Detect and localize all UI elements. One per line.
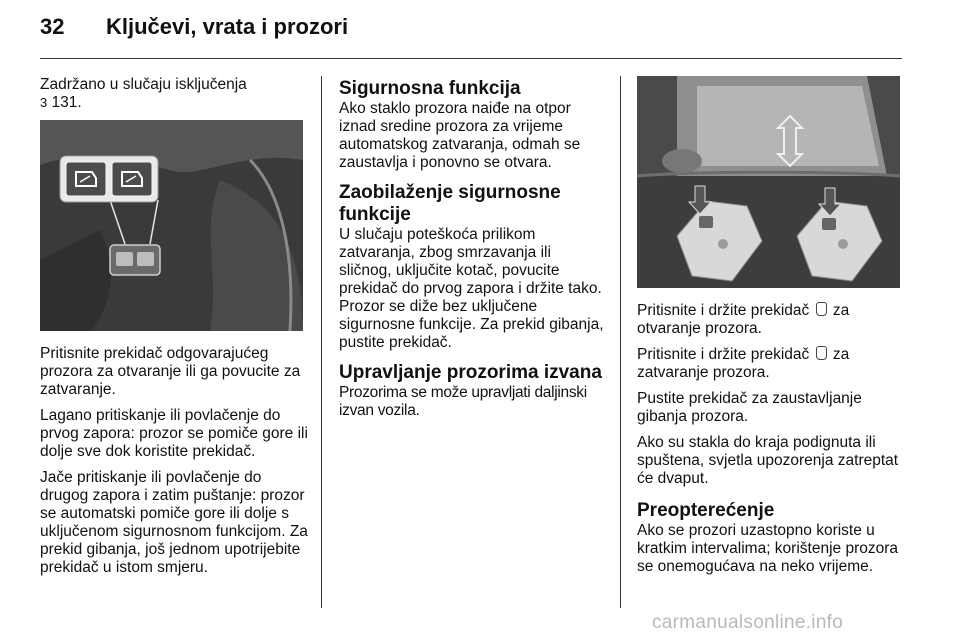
text-close-a: Pritisnite i držite prekidač: [637, 346, 814, 363]
paragraph-release-switch: Pustite prekidač za zaustavljanje gibanja prozora.: [637, 390, 862, 425]
remote-key-figure: [637, 76, 900, 288]
text-open-b: za otvaranje prozora.: [637, 302, 850, 337]
paragraph-warning-lights: Ako su stakla do kraja podignuta ili spuštena, svjetla upozorenja zatreptat će dvaput.: [637, 434, 899, 487]
page-number: 32: [40, 14, 65, 39]
paragraph-first-detent: Lagano pritiskanje ili povlačenje do prvog zapora: prozor se pomiče gore ili dolje sve dok koristite prekidač.: [40, 407, 308, 460]
lock-key-icon: [816, 346, 827, 360]
page-title: Ključevi, vrata i prozori: [106, 14, 349, 39]
paragraph-overload: Ako se prozori uzastopno koriste u kratkim intervalima; korištenje prozora se onemogućava na neko vrijeme.: [637, 522, 899, 575]
reference-arrow-icon: 3: [40, 95, 48, 110]
paragraph-safety-function: Ako staklo prozora naiđe na otpor iznad sredine prozora za vrijeme automatskog zatvaranja, odmah se zaustavlja i ponovno se otvara.: [339, 100, 581, 171]
text-open-a: Pritisnite i držite prekidač: [637, 302, 814, 319]
intro-ref: 131.: [47, 94, 82, 111]
watermark: carmanualsonline.info: [652, 612, 844, 633]
paragraph-press-switch: Pritisnite prekidač odgovarajućeg prozora za otvaranje ili ga povucite za zatvaranje.: [40, 345, 301, 398]
heading-override-safety: Zaobilaženje sigurnosne funkcije: [339, 182, 561, 225]
column-divider-2: [620, 76, 621, 608]
heading-safety-function: Sigurnosna funkcija: [339, 78, 521, 99]
intro-text: Zadržano u slučaju isključenja: [40, 76, 247, 93]
window-switch-figure: [40, 120, 303, 331]
paragraph-second-detent: Jače pritiskanje ili povlačenje do drugog zapora i zatim puštanje: prozor se automatski pomiče gore ili dolje s uključenom sigurnosnom funkcijom. Za prekid gibanja, još jednom upotrijebite prekidač u istom smjeru.: [40, 469, 308, 576]
text-close-b: za zatvaranje prozora.: [637, 346, 850, 381]
page-header: [40, 14, 348, 40]
paragraph-override-safety: U slučaju poteškoća prilikom zatvaranja, zbog smrzavanja ili sličnog, uključite kotač, povucite prekidač do prvog zapora i držite tako. Prozor se diže bez uključene sigurnosne funkcije. Za prekid gibanja, pustite prekidač.: [339, 226, 604, 351]
column-divider-1: [321, 76, 322, 608]
column-1: [40, 76, 308, 585]
column-2: [339, 78, 605, 430]
heading-overload: Preopterećenje: [637, 500, 775, 521]
header-rule: [40, 58, 902, 59]
unlock-key-icon: [816, 302, 827, 316]
heading-remote-operation: Upravljanje prozorima izvana: [339, 362, 602, 383]
paragraph-remote-operation: Prozorima se može upravljati daljinski izvan vozila.: [339, 384, 587, 419]
column-3: [637, 76, 905, 584]
